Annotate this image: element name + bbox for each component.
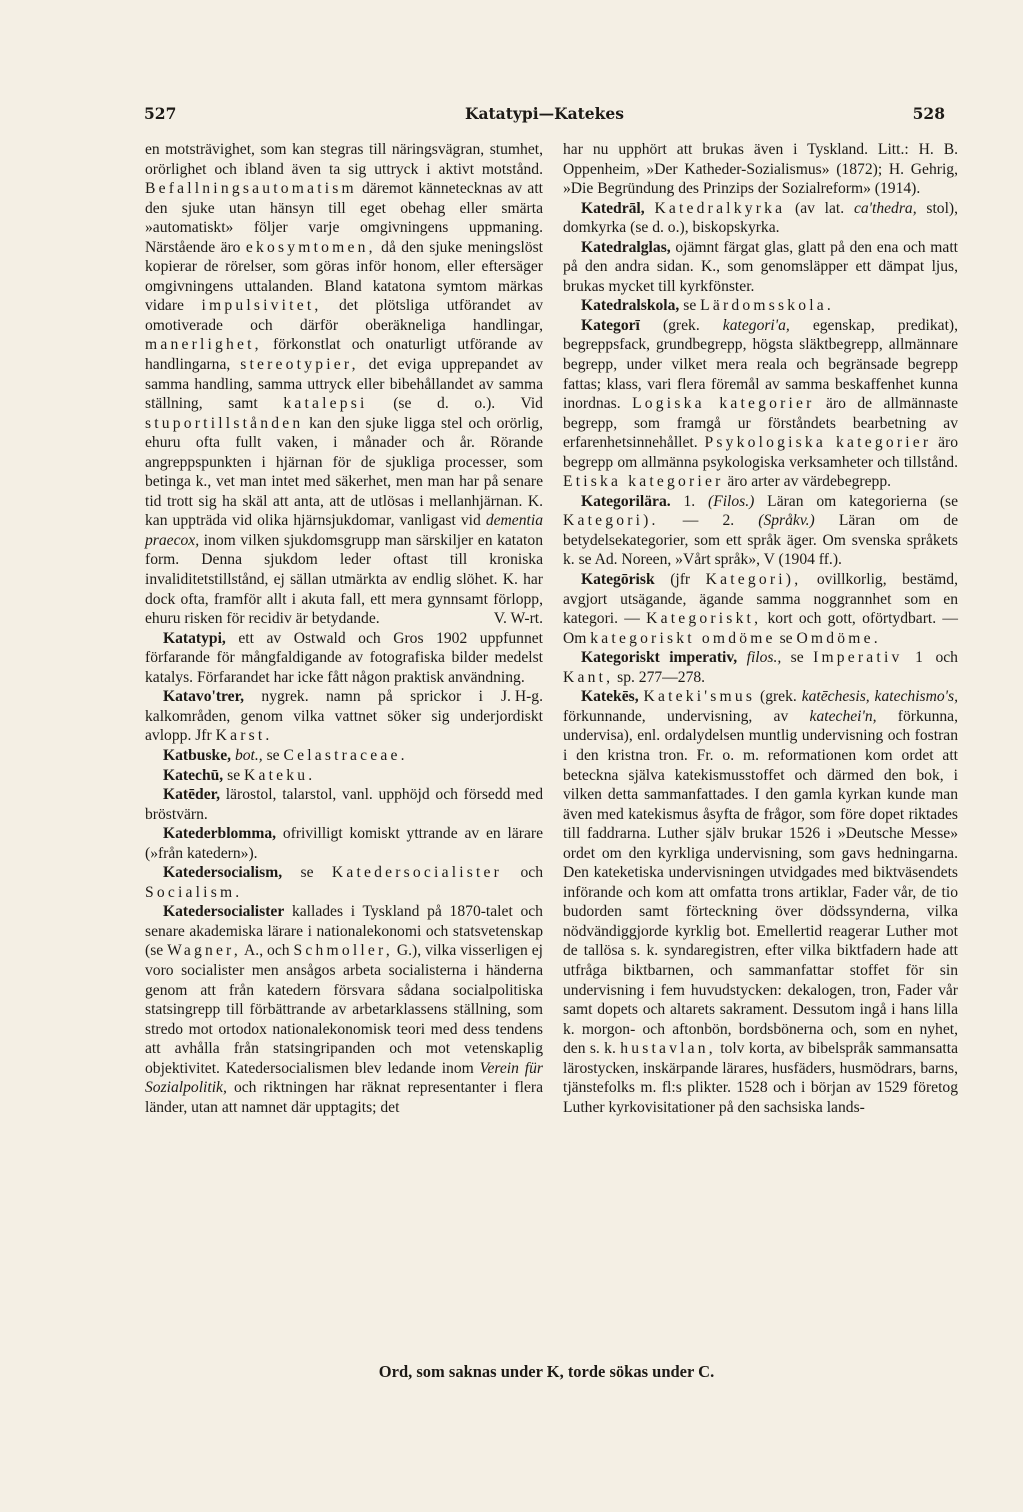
headword: Katavo'trer, (163, 688, 244, 706)
headword: Katbuske, (163, 746, 232, 764)
left-column (145, 140, 543, 1117)
headword: Kategoriskt imperativ, (581, 649, 738, 667)
entry-kateder: Katēder, lärostol, talarstol, vanl. upphöjd och försedd med bröstvärn. (145, 786, 543, 823)
entry-katedersocialister: Katedersocialister kallades i Tyskland på 1870-talet och senare akademiska lärare i nationalekonomi och statsvetenskap (se Wagner, A., och Schmoller, G.), vilka visserligen ej voro socialister men ansågos arbeta socialisterna i händerna genom att från katedern försvara sådana socialpolitiska statsingrepp till förbättrande av arbetarklassens ställning, som stredo mot ortodox nationalekonomisk teori med dess tendens att avhålla från statsingripanden och mot vetenskaplig objektivitet. Katedersocialismen blev ledande inom Verein für Sozialpolitik, och riktningen har räknat representanter i flera länder, utan att namnet där upptagits; det (145, 903, 544, 1116)
headword: Katēder, (163, 786, 221, 804)
cross-reference: Socialism. (145, 883, 243, 901)
page-number-left: 527 (144, 104, 177, 123)
headword: Katedrāl, (581, 199, 645, 217)
headword: Katedralskola, (581, 297, 680, 315)
headword: Katechū, (163, 766, 224, 784)
entry-katatypi: Katatypi, ett av Ostwald och Gros 1902 uppfunnet förfarande för mångfaldigande av fotografiska bilder medelst katalys. Förfarandet har icke fått någon praktisk användning. J. H-g. (145, 629, 543, 706)
entry-katedersocialister-continued: har nu upphört att brukas även i Tyskland. Litt.: H. B. Oppenheim, »Der Katheder-Sozialismus» (1872); H. Gehrig, »Die Begründung des Prinzips der Sozialreform» (1914). (563, 141, 958, 198)
headword: Katedersocialister (163, 903, 285, 921)
entry-katekes: Katekēs, Kateki'smus (grek. katēchesis, katechismo's, förkunnande, undervisning, av katechei'n, förkunna, undervisa), enl. ordalydelsen muntlig undervisning och fostran i den kristna tron. Fr. o. m. reformationen kom ordet att beteckna själva katekismusstoffet och därmed den bok, i vilken detta sammanfattades. I den gamla kyrkan kunde man även med katekismus åsyfta de frågor, som före dopet riktades till faddrarna. Luther själv brukar 1526 i »Deutsche Messe» ordet om den kyrkliga undervisning, som gavs hedningarna. Den kateketiska undervisningen utvidgades med biktväsendets införande och kom att omfatta trons artiklar, Fader vår, de tio budorden samt förteckning över dödssynderna, vilka nödvändiggjorde kyrklig bot. Emellertid reagerar Luther mot de tallösa s. k. syndaregistren, efter vilka biktfadern hade att utfråga biktbarnen, och sammanfattar stoffet för sin undervisning i fem huvudstycken: dekalogen, tron, Fader vår samt dopets och altarets sakrament. Dessutom ingå i hans lilla k. morgon- och aftonbön, bordsbönerna och, som en nyhet, den s. k. hustavlan, tolv korta, av bibelspråk sammansatta lärostycken, inskärpande lärares, husfäders, husmödrars, barns, tjänstefolks m. fl:s plikter. 1528 och i början av 1529 företog Luther kyrkovisitationer på den sachsiska lands- (563, 688, 958, 1116)
signature: J. H-g. (500, 688, 543, 706)
entry-kategorilara: Kategorilära. 1. (Filos.) Läran om kategorierna (se Kategori). — 2. (Språkv.) Läran om de betydelsekategorier, som ett språk äger. Om svenska språkets k. se Ad. Noreen, »Vårt språk», V (1904 ff.). (563, 492, 959, 569)
headword: Kategōrisk (581, 571, 655, 589)
page-number-right: 528 (912, 104, 945, 123)
entry-katedralskola: Katedralskola, se Lärdomsskola. (581, 297, 835, 315)
entry-katbuske: Katbuske, bot., se Celastraceae. (163, 746, 408, 764)
running-header (144, 104, 945, 130)
right-column (563, 140, 958, 1117)
signature: V. W-rt. (493, 610, 543, 628)
entry-katedral: Katedrāl, Katedralkyrka (av lat. ca'thedra, stol), domkyrka (se d. o.), biskopskyrka. (563, 199, 958, 237)
entry-katechu: Katechū, se Kateku. (163, 766, 316, 784)
headword: Katedralglas, (581, 238, 671, 256)
headword: Katederblomma, (163, 825, 277, 843)
entry-katedersocialism: Katedersocialism, se Katedersocialister och Socialism. (145, 864, 543, 901)
cross-reference: Karst. (215, 727, 273, 745)
cross-reference: Lärdomsskola. (700, 297, 835, 315)
entry-katavotrer: Katavo'trer, nygrek. namn på sprickor i kalkområden, genom vilka vattnet söker sig underjordiskt avlopp. Jfr Karst. (145, 688, 543, 745)
entry-kategorisk: Kategōrisk (jfr Kategori), ovillkorlig, bestämd, avgjort utsägande, ägande samma noggrannhet som en kategori. — Kategoriskt, kort och gott, oförtydbart. — Om kategoriskt omdöme se Omdöme. (563, 571, 959, 647)
cross-reference: Katedersocialister (331, 864, 503, 882)
entry-katatoni-continued: en motsträvighet, som kan stegras till näringsvägran, stumhet, orörlighet och ibland även ta sig uttryck i aktivt motstånd. Befallningsautomatism däremot kännetecknas av att den sjuke utan hänsyn till eget obehag eller smärta »automatiskt» följer varje omgivningens uppmaning. Närstående äro ekosymtomen, då den sjuke meningslöst kopierar de rörelser, som göras inför honom, eller eftersäger omgivningens uttalanden. Bland katatona symtom märkas vidare impulsivitet, det plötsliga utförandet av omotiverade och därför oberäkneliga handlingar, manerlighet, förkonstlat och onaturligt utförande av handlingarna, stereotypier, det eviga upprepandet av samma handling, samma uttryck eller bibehållandet av samma ställning, samt katalepsi (se d. o.). Vid stuportillstånden kan den sjuke ligga stel och orörlig, ehuru ofta fullt vaken, i månader och år. Rörande angreppspunkten i hjärnan för de sjukliga processer, som betinga k., vet man intet med säkerhet, men man har på senare tid trott sig ha skäl att anta, att de utlösas i mellanhjärnan. K. kan uppträda vid olika hjärnsjukdomar, vanligast vid dementia praecox, inom vilken sjukdomsgrupp man särskiljer en kataton form. Denna sjukdom leder oftast till kroniska invaliditetstillstånd, ej sällan utmärkta av endlig slöhet. K. har dock ofta, framför allt i akuta fall, ett mera gynnsamt förlopp, ehuru risken för recidiv är betydande. V. W-rt. (145, 141, 544, 628)
entry-katederblomma: Katederblomma, ofrivilligt komiskt yttrande av en lärare (»från katedern»). (145, 825, 543, 862)
headword: Katedersocialism, (163, 864, 283, 882)
entry-kategoriskt-imperativ: Kategoriskt imperativ, filos., se Imperativ 1 och Kant, sp. 277—278. (563, 649, 958, 686)
headword: Katatypi, (163, 629, 226, 647)
running-title: Katatypi—Katekes (465, 104, 624, 123)
footer-note: Ord, som saknas under K, torde sökas under C. (378, 1362, 715, 1381)
headword: Kategorī (581, 316, 640, 334)
entry-kategori: Kategorī (grek. kategori'a, egenskap, predikat), begreppsfack, grundbegrepp, högsta släktbegrepp, allmännare begrepp, under vilket mera reala och begränsade begrepp fattas; klass, vari flera föremål av samma beskaffenhet kunna inordnas. Logiska kategorier äro de allmännaste begrepp, som framgå ur förståndets bearbetning av erfarenhetsinnehållet. Psykologiska kategorier äro begrepp om allmänna psykologiska verksamheter och tillstånd. Etiska kategorier äro arter av värdebegrepp. (563, 316, 959, 491)
headword: Kategorilära. (581, 492, 671, 510)
headword: Katekēs, (581, 688, 639, 706)
cross-reference: Celastraceae. (283, 746, 408, 764)
cross-reference: Kateku. (244, 766, 316, 784)
entry-katedralglas: Katedralglas, ojämnt färgat glas, glatt på den ena och matt på den andra sidan. K., som genomsläpper ett dämpat ljus, brukas mycket till kyrkfönster. (563, 238, 958, 295)
